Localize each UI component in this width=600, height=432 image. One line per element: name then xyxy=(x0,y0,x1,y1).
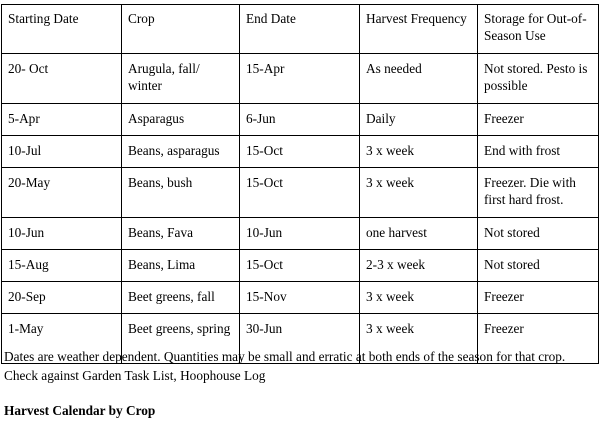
cell-frequency: 3 x week xyxy=(360,136,478,168)
cell-crop: Arugula, fall/ winter xyxy=(122,54,240,104)
cell-end: 15-Apr xyxy=(240,54,360,104)
cell-frequency: 3 x week xyxy=(360,168,478,218)
cell-end: 15-Oct xyxy=(240,168,360,218)
harvest-table xyxy=(1,4,599,364)
table-row xyxy=(2,54,599,104)
header-harvest-frequency: Harvest Frequency xyxy=(360,5,478,54)
cell-storage: End with frost xyxy=(478,136,599,168)
table-row xyxy=(2,136,599,168)
cell-start: 20- Oct xyxy=(2,54,122,104)
table-caption: Harvest Calendar by Crop xyxy=(4,403,156,418)
cell-end: 15-Oct xyxy=(240,250,360,282)
table-row xyxy=(2,104,599,136)
cell-crop: Beet greens, spring xyxy=(122,314,240,364)
cell-crop: Asparagus xyxy=(122,104,240,136)
cell-end: 10-Jun xyxy=(240,218,360,250)
cell-frequency: As needed xyxy=(360,54,478,104)
header-crop: Crop xyxy=(122,5,240,54)
cell-storage: Freezer xyxy=(478,314,599,364)
cell-storage: Freezer. Die with first hard frost. xyxy=(478,168,599,218)
cell-frequency: one harvest xyxy=(360,218,478,250)
table-header-row xyxy=(2,5,599,54)
cell-storage: Not stored xyxy=(478,250,599,282)
table-row xyxy=(2,168,599,218)
cell-start: 10-Jun xyxy=(2,218,122,250)
cell-start: 20-Sep xyxy=(2,282,122,314)
cell-storage: Freezer xyxy=(478,104,599,136)
header-storage: Storage for Out-of-Season Use xyxy=(478,5,599,54)
cell-end: 6-Jun xyxy=(240,104,360,136)
cell-frequency: Daily xyxy=(360,104,478,136)
footnote-text: Dates are weather dependent. Quantities may be small and erratic at both ends of the season for that crop. Check against Garden Task List, Hoophouse Log xyxy=(4,349,566,383)
cell-crop: Beans, bush xyxy=(122,168,240,218)
cell-frequency: 3 x week xyxy=(360,282,478,314)
cell-start: 5-Apr xyxy=(2,104,122,136)
cell-crop: Beet greens, fall xyxy=(122,282,240,314)
table-row xyxy=(2,250,599,282)
cell-start: 15-Aug xyxy=(2,250,122,282)
cell-start: 1-May xyxy=(2,314,122,364)
cell-storage: Not stored xyxy=(478,218,599,250)
cell-end: 15-Nov xyxy=(240,282,360,314)
cell-storage: Not stored. Pesto is possible xyxy=(478,54,599,104)
header-starting-date: Starting Date xyxy=(2,5,122,54)
cell-crop: Beans, Lima xyxy=(122,250,240,282)
cell-end: 30-Jun xyxy=(240,314,360,364)
cell-storage: Freezer xyxy=(478,282,599,314)
table-row xyxy=(2,218,599,250)
cell-end: 15-Oct xyxy=(240,136,360,168)
header-end-date: End Date xyxy=(240,5,360,54)
cell-crop: Beans, asparagus xyxy=(122,136,240,168)
cell-frequency: 3 x week xyxy=(360,314,478,364)
cell-crop: Beans, Fava xyxy=(122,218,240,250)
cell-start: 10-Jul xyxy=(2,136,122,168)
table-row xyxy=(2,282,599,314)
cell-frequency: 2-3 x week xyxy=(360,250,478,282)
cell-start: 20-May xyxy=(2,168,122,218)
